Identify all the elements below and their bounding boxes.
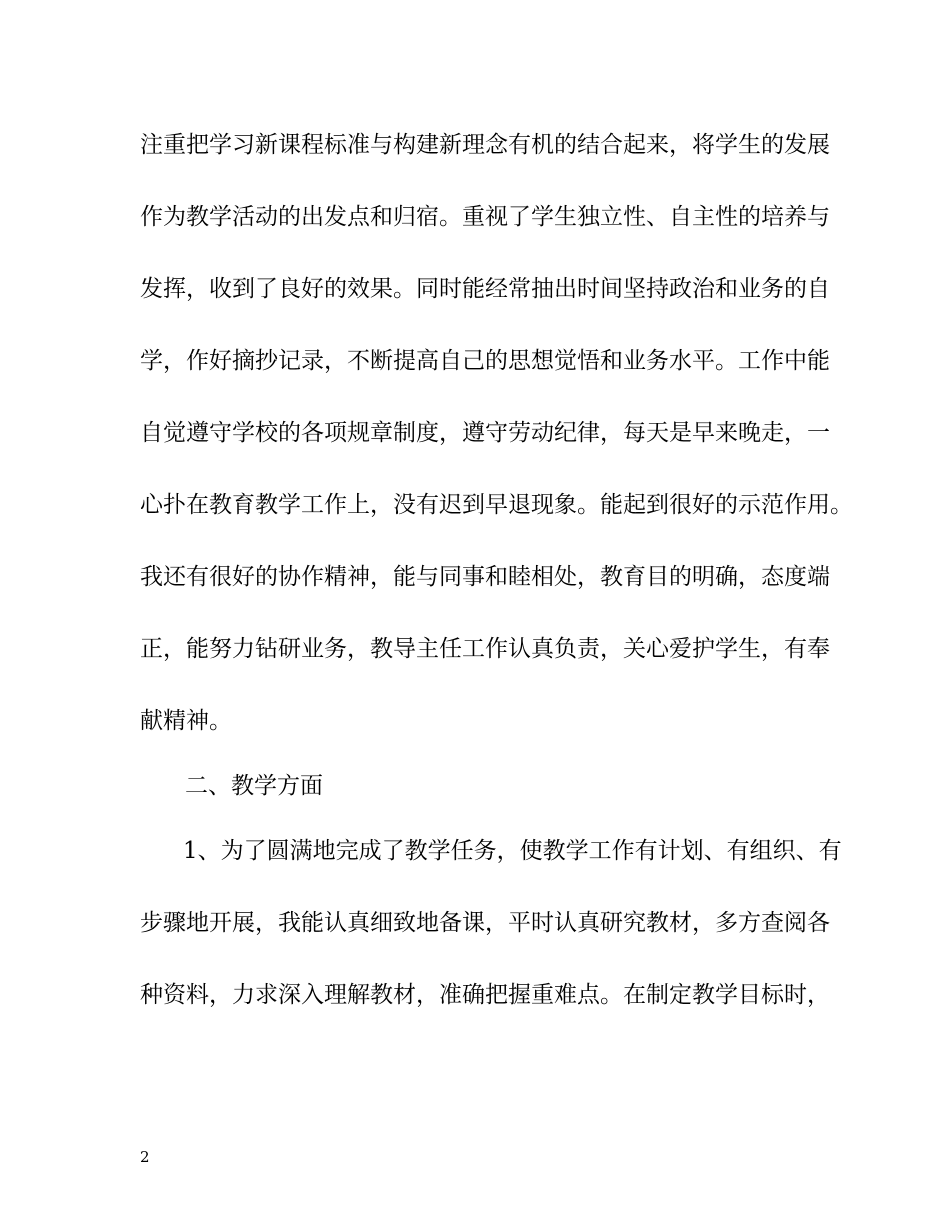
paragraph-line: 心扑在教育教学工作上，没有迟到早退现象。能起到很好的示范作用。: [140, 492, 853, 518]
paragraph-line: 发挥，收到了良好的效果。同时能经常抽出时间坚持政治和业务的自: [140, 276, 830, 302]
section-heading: 二、教学方面: [185, 773, 323, 799]
page-number: 2: [140, 1148, 150, 1166]
paragraph-line: 自觉遵守学校的各项规章制度，遵守劳动纪律，每天是早来晚走，一: [140, 420, 830, 446]
paragraph-line: 学，作好摘抄记录，不断提高自己的思想觉悟和业务水平。工作中能: [140, 348, 830, 374]
paragraph-line: 种资料，力求深入理解教材，准确把握重难点。在制定教学目标时，: [140, 982, 830, 1008]
paragraph-line: 献精神。: [140, 708, 232, 734]
paragraph-line: 作为教学活动的出发点和归宿。重视了学生独立性、自主性的培养与: [140, 204, 830, 230]
paragraph-line: 1、为了圆满地完成了教学任务，使教学工作有计划、有组织、有: [183, 838, 842, 864]
paragraph-line: 步骤地开展，我能认真细致地备课，平时认真研究教材，多方查阅各: [140, 910, 830, 936]
paragraph-line: 正，能努力钻研业务，教导主任工作认真负责，关心爱护学生，有奉: [140, 636, 830, 662]
paragraph-line: 注重把学习新课程标准与构建新理念有机的结合起来，将学生的发展: [140, 132, 830, 158]
paragraph-line: 我还有很好的协作精神，能与同事和睦相处，教育目的明确，态度端: [140, 564, 830, 590]
